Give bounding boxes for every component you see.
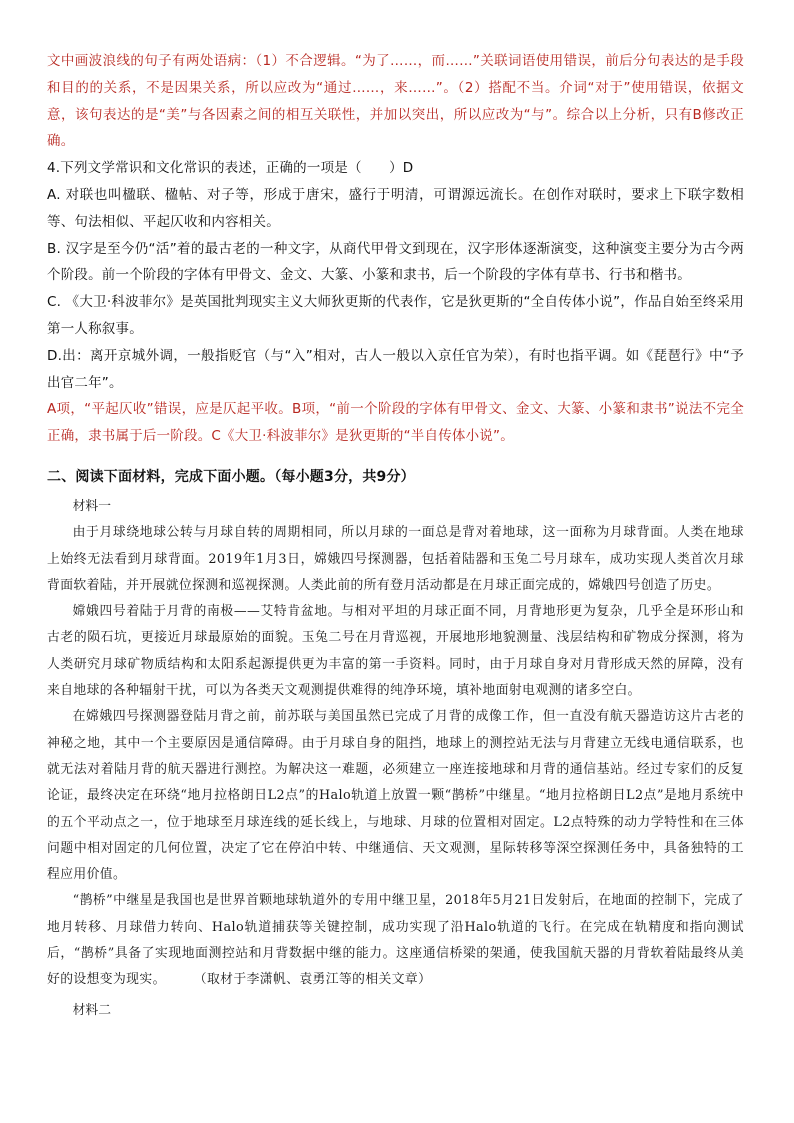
material1-paragraph-4-text: “鹊桥”中继星是我国也是世界首颗地球轨道外的专用中继卫星，2018年5月21日发射后，在地面的控制下，完成了地月转移、月球借力转向、Halo轨道捕获等关键控制，成功实现了沿Halo轨道的飞行。在完成在轨精度和指向测试后，“鹊桥”具备了实现地面测控站和月背数据中继的能力。这座通信桥梁的架通，使我国航天器的月背软着陆最终从美好的设想变为现实。 <box>47 893 744 988</box>
q4-stem: 4.下列文学常识和文化常识的表述，正确的一项是（ ）D <box>47 160 414 177</box>
q4-option-a: A. 对联也叫楹联、楹帖、对子等，形成于唐宋，盛行于明清，可谓源远流长。在创作对联时，要求上下联字数相等、句法相似、平起仄收和内容相关。 <box>47 186 744 230</box>
q4-analysis-text: A项，“平起仄收”错误，应是仄起平收。B项，“前一个阶段的字体有甲骨文、金文、大篆、小篆和隶书”说法不完全正确，隶书属于后一阶段。C《大卫·科波菲尔》是狄更斯的“半自传体小说”。 <box>47 401 744 445</box>
q4-option-c: C. 《大卫·科波菲尔》是英国批判现实主义大师狄更斯的代表作，它是狄更斯的“全自传体小说”，作品自始至终采用第一人称叙事。 <box>47 294 744 337</box>
q4-option-b: B. 汉字是至今仍“活”着的最古老的一种文字，从商代甲骨文到现在，汉字形体逐渐演变，这种演变主要分为古今两个阶段。前一个阶段的字体有甲骨文、金文、大篆、小篆和隶书，后一个阶段的字体有草书、行书和楷书。 <box>47 240 744 284</box>
material1-paragraph-4 <box>47 888 744 993</box>
material1-paragraph-1: 由于月球绕地球公转与月球自转的周期相同，所以月球的一面总是背对着地球，这一面称为月球背面。人类在地球上始终无法看到月球背面。2019年1月3日，嫦娥四号探测器，包括着陆器和玉兔二号月球车，成功实现人类首次月球背面软着陆，并开展就位探测和巡视探测。人类此前的所有登月活动都是在月球正面完成的，嫦娥四号创造了历史。 <box>47 525 744 593</box>
material1-source: （取材于李潇帆、袁勇江等的相关文章） <box>193 972 432 988</box>
material1-label: 材料一 <box>72 498 111 514</box>
section2-heading: 二、阅读下面材料，完成下面小题。（每小题3分，共9分） <box>47 468 415 485</box>
material1-paragraph-2: 嫦娥四号着陆于月背的南极——艾特肯盆地。与相对平坦的月球正面不同，月背地形更为复杂，几乎全是环形山和古老的陨石坑，更接近月球最原始的面貌。玉兔二号在月背巡视，开展地形地貌测量、浅层结构和矿物成分探测，将为人类研究月球矿物质结构和太阳系起源提供更为丰富的第一手资料。同时，由于月球自身对月背形成天然的屏障，没有来自地球的各种辐射干扰，可以为各类天文观测提供难得的纯净环境，填补地面射电观测的诸多空白。 <box>47 604 744 699</box>
material2-label: 材料二 <box>72 1002 111 1018</box>
material1-paragraph-3: 在嫦娥四号探测器登陆月背之前，前苏联与美国虽然已完成了月背的成像工作，但一直没有航天器造访这片古老的神秘之地，其中一个主要原因是通信障碍。由于月球自身的阻挡，地球上的测控站无法与月背建立无线电通信联系，也就无法对着陆月背的航天器进行测控。为解决这一难题，必须建立一座连接地球和月背的通信基站。经过专家们的反复论证，最终决定在环绕“地月拉格朗日L2点”的Halo轨道上放置一颗“鹊桥”中继星。“地月拉格朗日L2点”是地月系统中的五个平动点之一，位于地球至月球连线的延长线上，与地球、月球的位置相对固定。L2点特殊的动力学特性和在三体问题中相对固定的几何位置，决定了它在停泊中转、中继通信、天文观测，星际转移等深空探测任务中，具备独特的工程应用价值。 <box>47 709 744 883</box>
q4-option-d: D.出：离开京城外调，一般指贬官（与“入”相对，古人一般以入京任官为荣），有时也指平调。如《琵琶行》中“予出官二年”。 <box>47 347 744 391</box>
q3-analysis-text: 文中画波浪线的句子有两处语病：（1）不合逻辑。“为了……，而……”关联词语使用错误，前后分句表达的是手段和目的的关系，不是因果关系，所以应改为“通过……，来……”。（2）搭配不当。介词“对于”使用错误，依据文意，该句表达的是“美”与各因素之间的相互关联性，并加以突出，所以应改为“与”。综合以上分析，只有B修改正确。 <box>47 53 744 150</box>
